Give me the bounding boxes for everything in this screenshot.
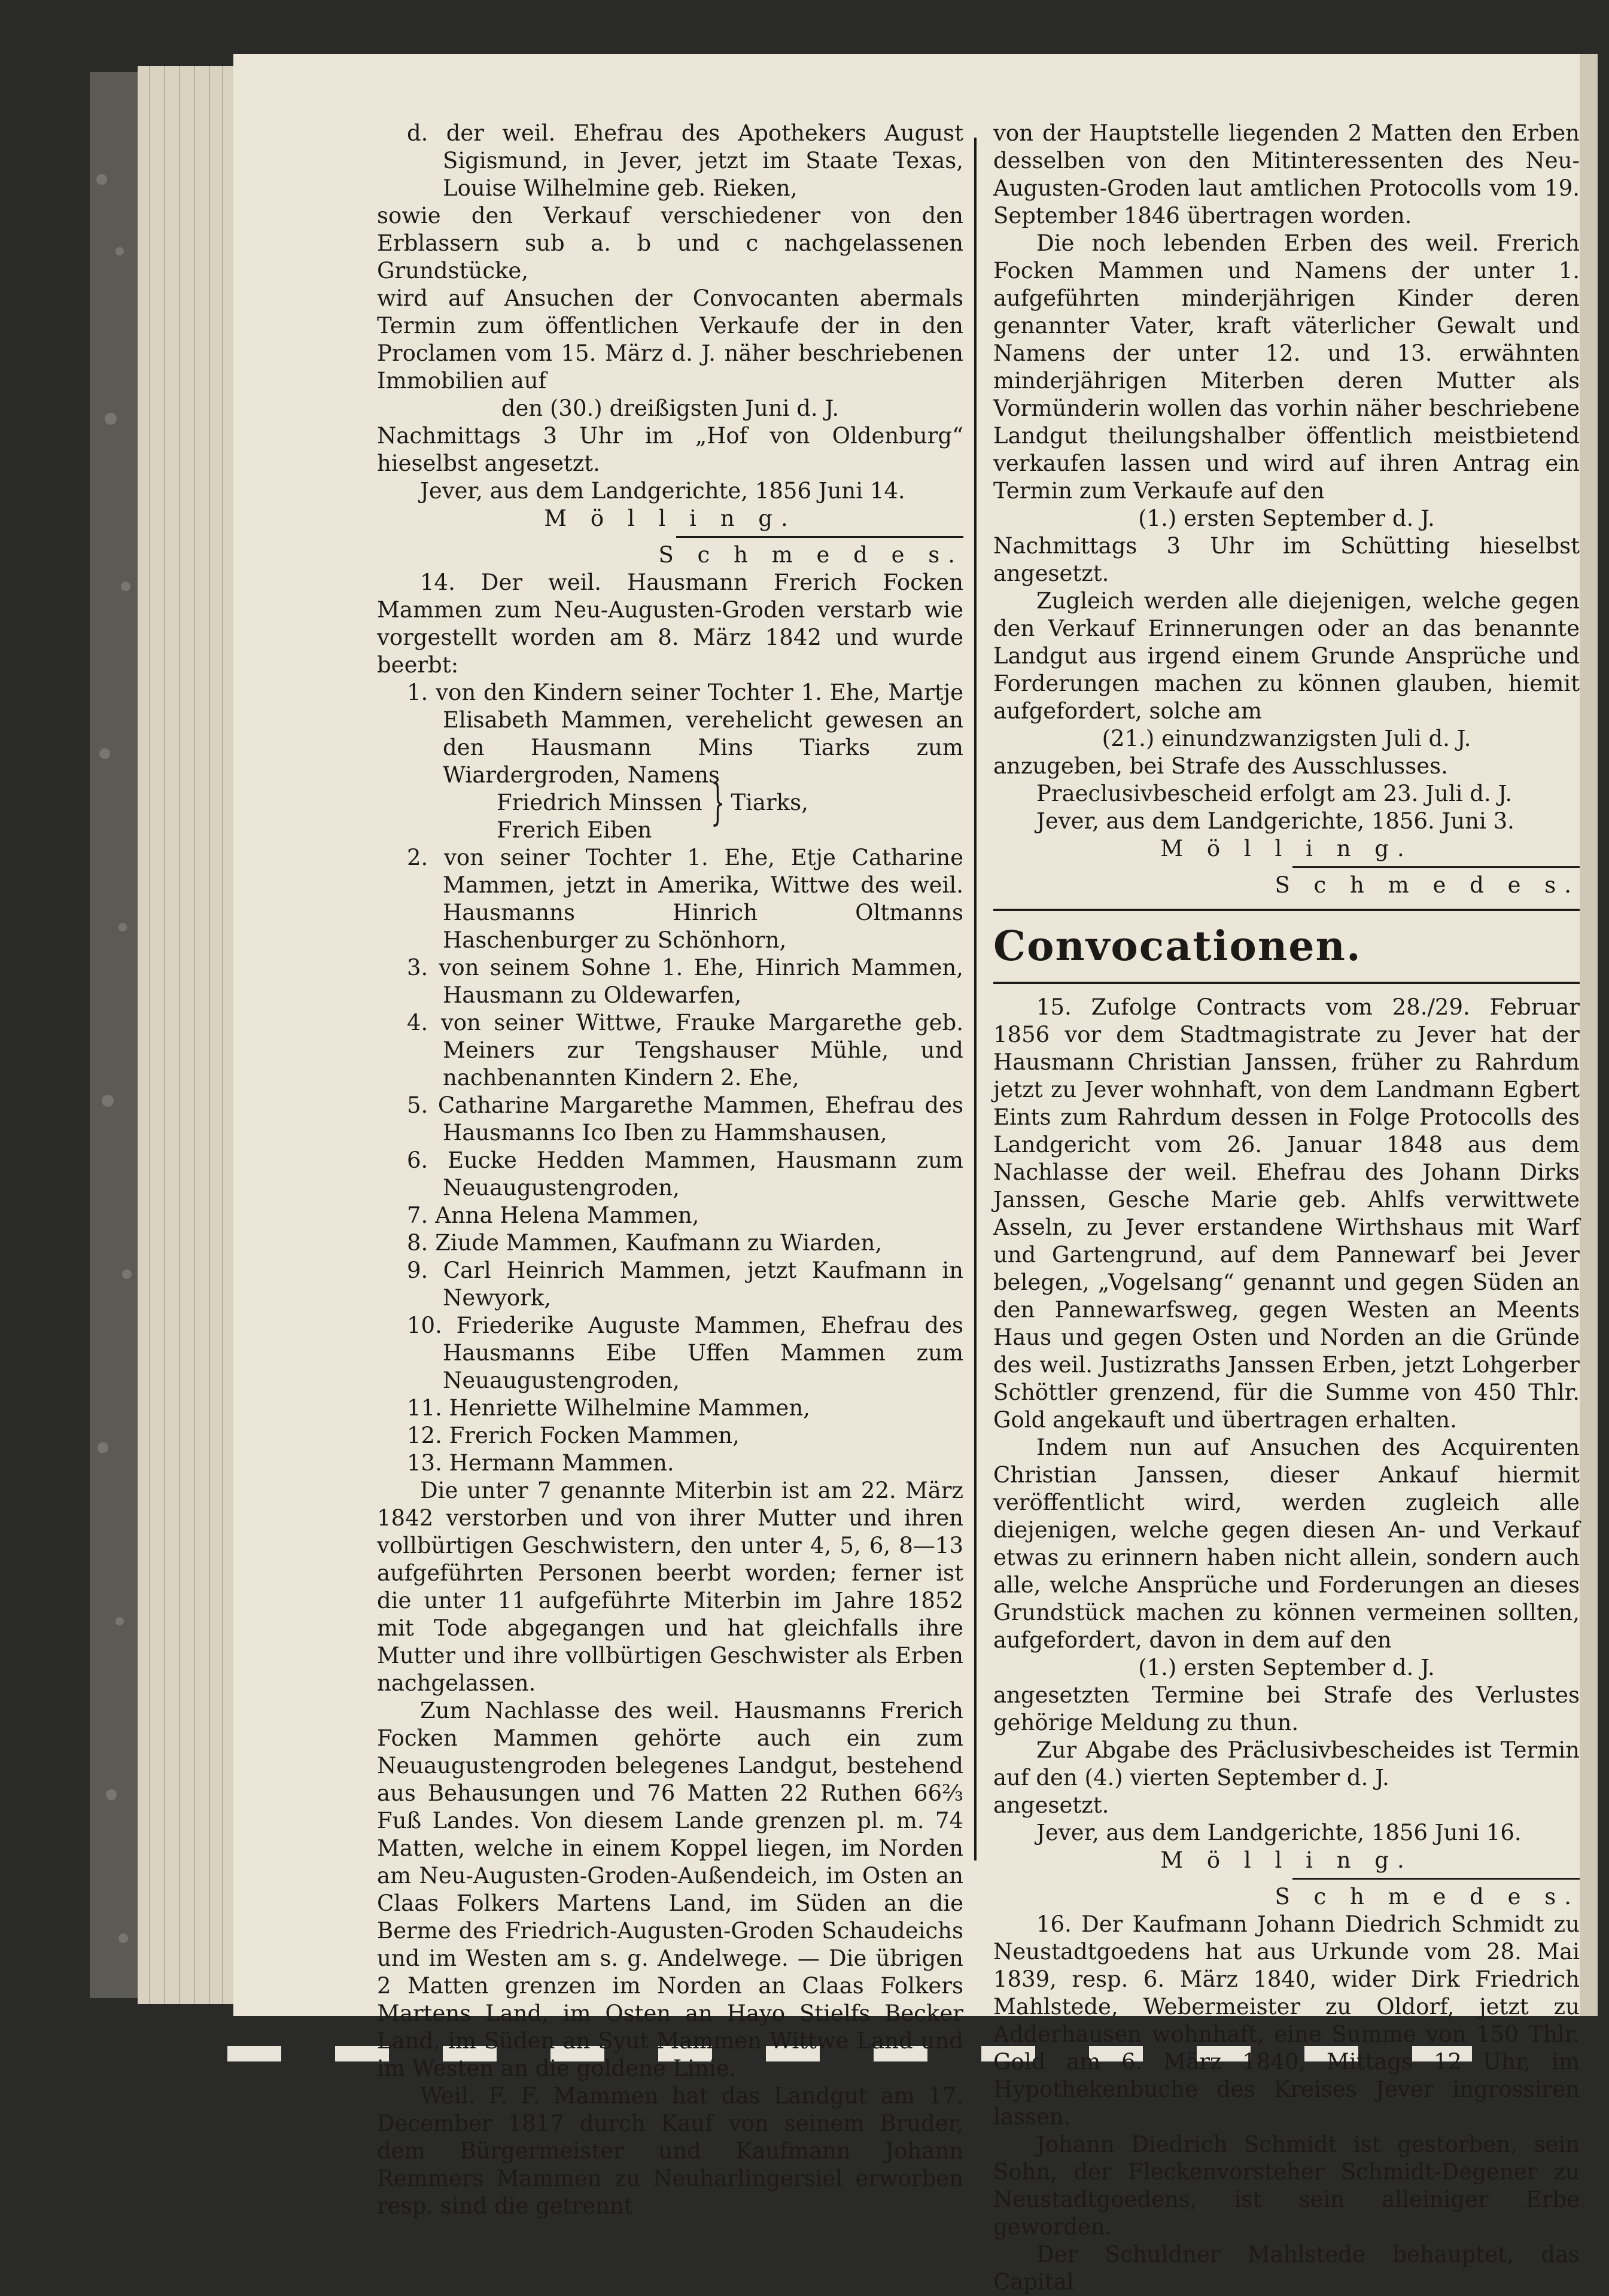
clerk-2: S c h m e d e s. xyxy=(1275,1884,1580,1910)
clerk: S c h m e d e s. xyxy=(658,542,963,568)
signature-rule xyxy=(1292,1878,1580,1880)
heir-item: 9. Carl Heinrich Mammen, jetzt Kaufmann in Newyork, xyxy=(407,1257,963,1311)
heir-item: 12. Frerich Focken Mammen, xyxy=(407,1423,740,1448)
heir-name-1: Friedrich Minssen xyxy=(497,790,702,815)
right-column xyxy=(993,120,1580,2296)
clerk: S c h m e d e s. xyxy=(1275,872,1580,898)
after-date-2: anzugeben, bei Strafe des Ausschlusses. xyxy=(993,753,1448,779)
angesetzt: angesetzt. xyxy=(993,1792,1109,1818)
heir-item: 6. Eucke Hedden Mammen, Hausmann zum Neuaugustengroden, xyxy=(407,1147,963,1201)
notice-16: 16. Der Kaufmann Johann Diedrich Schmidt zu Neustadtgoedens hat aus Urkunde vom 28. Mai 1839, resp. 6. März 1840, wider Dirk Friedrich Mahlstede, Webermeister zu Oldorf, jetzt zu Adderhausen wohnhaft, eine Summe von 150 Thlr. Gold am 6. März 1840, Mittags 12 Uhr, im Hypothekenbuche des Kreises Jever ingrossiren lassen. xyxy=(993,1911,1580,2130)
signature-rule xyxy=(1292,866,1580,868)
continuation: von der Hauptstelle liegenden 2 Matten den Erben desselben von den Mitinteressenten des Neu-Augusten-Groden laut amtlichen Protocolls vom 19. September 1846 übertragen worden. xyxy=(993,120,1580,229)
intro-item-d: d. der weil. Ehefrau des Apothekers August Sigismund, in Jever, jetzt im Staate Texas, Louise Wilhelmine geb. Rieken, xyxy=(407,120,963,201)
date-3: (1.) ersten September d. J. xyxy=(1138,1655,1435,1680)
brace-icon: } xyxy=(710,774,725,831)
signature: M ö l l i n g. xyxy=(544,506,796,531)
notice-16-c: Der Schuldner Mahlstede behauptet, das Capital xyxy=(993,2242,1580,2295)
date-1: (1.) ersten September d. J. xyxy=(1138,506,1435,531)
notice-14-intro: 14. Der weil. Hausmann Frerich Focken Mammen zum Neu-Augusten-Groden verstarb wie vorgestellt worden am 8. März 1842 und wurde beerbt: xyxy=(377,570,963,678)
notice-15: 15. Zufolge Contracts vom 28./29. Februar 1856 vor dem Stadtmagistrate zu Jever hat der Hausmann Christian Janssen, früher zu Rahrdum jetzt zu Jever wohnhaft, von dem Landmann Egbert Eints zum Rahrdum dessen in Folge Protocolls des Landgericht vom 26. Januar 1848 aus dem Nachlasse der weil. Ehefrau des Johann Dirks Janssen, Gesche Marie geb. Ahlfs verwittwete Asseln, zu Jever erstandene Wirthshaus mit Warf und Gartengrund, auf dem Pannewarf bei Jever belegen, „Vogelsang“ genannt und gegen Süden an den Pannewarfsweg, gegen Westen an Meents Haus und gegen Osten und Norden an die Gründe des weil. Justizraths Janssen Erben, jetzt Lohgerber Schöttler grenzend, für die Summe von 450 Thlr. Gold angekauft und übertragen erhalten. xyxy=(993,994,1580,1433)
paragraph: Die unter 7 genannte Miterbin ist am 22. März 1842 verstorben und von ihrer Mutter und ihren vollbürtigen Geschwistern, den unter 4, 5, 6, 8—13 aufgeführten Personen beerbt worden; ferner ist die unter 11 aufgeführte Miterbin im Jahre 1852 mit Tode abgegangen und hat gleichfalls ihre Mutter und ihre vollbürtigen Geschwister als Erben nachgelassen. xyxy=(377,1478,963,1696)
paragraph: Weil. F. F. Mammen hat das Landgut am 17. December 1817 durch Kauf von seinem Bruder, dem Bürgermeister und Kaufmann Johann Remmers Mammen zu Neuharlingersiel erworben resp. sind die getrennt xyxy=(377,2083,963,2219)
heir-name-2: Frerich Eiben xyxy=(497,817,652,843)
heir-item: 5. Catharine Margarethe Mammen, Ehefrau des Hausmanns Ico Iben zu Hammshausen, xyxy=(407,1092,963,1146)
heir-item: 11. Henriette Wilhelmine Mammen, xyxy=(407,1395,811,1421)
signature-2: M ö l l i n g. xyxy=(1160,1847,1413,1873)
paragraph: Zum Nachlasse des weil. Hausmanns Frerich Focken Mammen gehörte auch ein zum Neuaugustengroden belegenes Landgut, bestehend aus Behausungen und 76 Matten 22 Ruthen 66⅔ Fuß Landes. Von diesem Lande grenzen pl. m. 74 Matten, welche in einem Koppel liegen, im Norden am Neu-Augusten-Groden-Außendeich, im Osten an Claas Folkers Martens Land, im Süden an die Berme des Friedrich-Augusten-Groden Schaudeichs und im Westen am s. g. Andelwege. — Die übrigen 2 Matten grenzen im Norden an Claas Folkers Martens Land, im Osten an Hayo Stielfs Becker Land, im Süden an Syut Mammen Wittwe Land und im Westen an die goldene Linie. xyxy=(377,1698,963,2081)
paragraph: Die noch lebenden Erben des weil. Frerich Focken Mammen und Namens der unter 1. aufgeführten minderjährigen Kinder deren genannter Vater, kraft väterlicher Gewalt und Namens der unter 12. und 13. erwähnten minderjährigen Miterben deren Mutter als Vormünderin wollen das vorhin näher beschriebene Landgut theilungshalber öffentlich meistbietend verkaufen lassen und wird auf ihren Antrag ein Termin zum Verkaufe auf den xyxy=(993,230,1580,504)
heir-item: 7. Anna Helena Mammen, xyxy=(407,1202,699,1228)
heir-item: 3. von seinem Sohne 1. Ehe, Hinrich Mammen, Hausmann zu Oldewarfen, xyxy=(407,955,963,1008)
time-1: Nachmittags 3 Uhr im Schütting hieselbst angesetzt. xyxy=(993,533,1580,586)
place-date: Jever, aus dem Landgerichte, 1856. Juni 3. xyxy=(1036,808,1514,834)
heir-item: 13. Hermann Mammen. xyxy=(407,1450,674,1476)
section-rule xyxy=(993,982,1580,984)
date-2: (21.) einundzwanzigsten Juli d. J. xyxy=(1102,726,1471,751)
heir-item: 8. Ziude Mammen, Kaufmann zu Wiarden, xyxy=(407,1230,883,1256)
praeclusiv-2: Zur Abgabe des Präclusivbescheides ist Termin auf den (4.) vierten September d. J. xyxy=(993,1737,1580,1790)
heir-names xyxy=(377,774,963,844)
time-line: Nachmittags 3 Uhr im „Hof von Oldenburg“ hieselbst angesetzt. xyxy=(377,423,963,476)
left-column xyxy=(377,120,963,2220)
section-heading: Convocationen. xyxy=(993,922,1362,970)
heir-item: 2. von seiner Tochter 1. Ehe, Etje Catharine Mammen, jetzt in Amerika, Wittwe des weil. Hausmanns Hinrich Oltmanns Haschenburger zu Schönhorn, xyxy=(407,845,963,953)
place-date-2: Jever, aus dem Landgerichte, 1856 Juni 16. xyxy=(1036,1820,1522,1846)
signature-rule xyxy=(676,536,963,538)
heir-surname: Tiarks, xyxy=(731,790,808,815)
notice-15-b: Indem nun auf Ansuchen des Acquirenten Christian Janssen, dieser Ankauf hiermit veröffentlicht wird, werden zugleich alle diejenigen, welche gegen diesen An- und Verkauf etwas zu erinnern haben nicht allein, sondern auch alle, welche Ansprüche und Forderungen an dieses Grundstück machen zu können vermeinen sollten, aufgefordert, davon in dem auf den xyxy=(993,1435,1580,1653)
after-date-3: angesetzten Termine bei Strafe des Verlustes gehörige Meldung zu thun. xyxy=(993,1682,1580,1735)
notice-16-b: Johann Diedrich Schmidt ist gestorben, sein Sohn, der Fleckenvorsteher Schmidt-Degener zu Neustadtgoedens, ist sein alleiniger Erbe geworden. xyxy=(993,2131,1580,2240)
section-rule xyxy=(993,909,1580,911)
date-line: den (30.) dreißigsten Juni d. J. xyxy=(501,395,840,421)
intro-sale: sowie den Verkauf verschiedener von den Erblassern sub a. b und c nachgelassenen Grundstücke, xyxy=(377,203,963,284)
place-date: Jever, aus dem Landgerichte, 1856 Juni 14. xyxy=(420,478,905,504)
signature: M ö l l i n g. xyxy=(1160,836,1413,861)
intro-termin: wird auf Ansuchen der Convocanten abermals Termin zum öffentlichen Verkaufe der in den Proclamen vom 15. März d. J. näher beschriebenen Immobilien auf xyxy=(377,285,963,394)
heir-item: 10. Friederike Auguste Mammen, Ehefrau des Hausmanns Eibe Uffen Mammen zum Neuaugustengroden, xyxy=(407,1313,963,1393)
heir-item: 1. von den Kindern seiner Tochter 1. Ehe, Martje Elisabeth Mammen, verehelicht gewesen an den Hausmann Mins Tiarks zum Wiardergroden, Namens xyxy=(407,680,963,788)
heir-item: 4. von seiner Wittwe, Frauke Margarethe geb. Meiners zur Tengshauser Mühle, und nachbenannten Kindern 2. Ehe, xyxy=(407,1010,963,1091)
praeclusiv: Praeclusivbescheid erfolgt am 23. Juli d. J. xyxy=(1036,781,1513,806)
paragraph: Zugleich werden alle diejenigen, welche gegen den Verkauf Erinnerungen oder an das benannte Landgut aus irgend einem Grunde Ansprüche und Forderungen machen zu können glauben, hiemit aufgefordert, solche am xyxy=(993,588,1580,724)
